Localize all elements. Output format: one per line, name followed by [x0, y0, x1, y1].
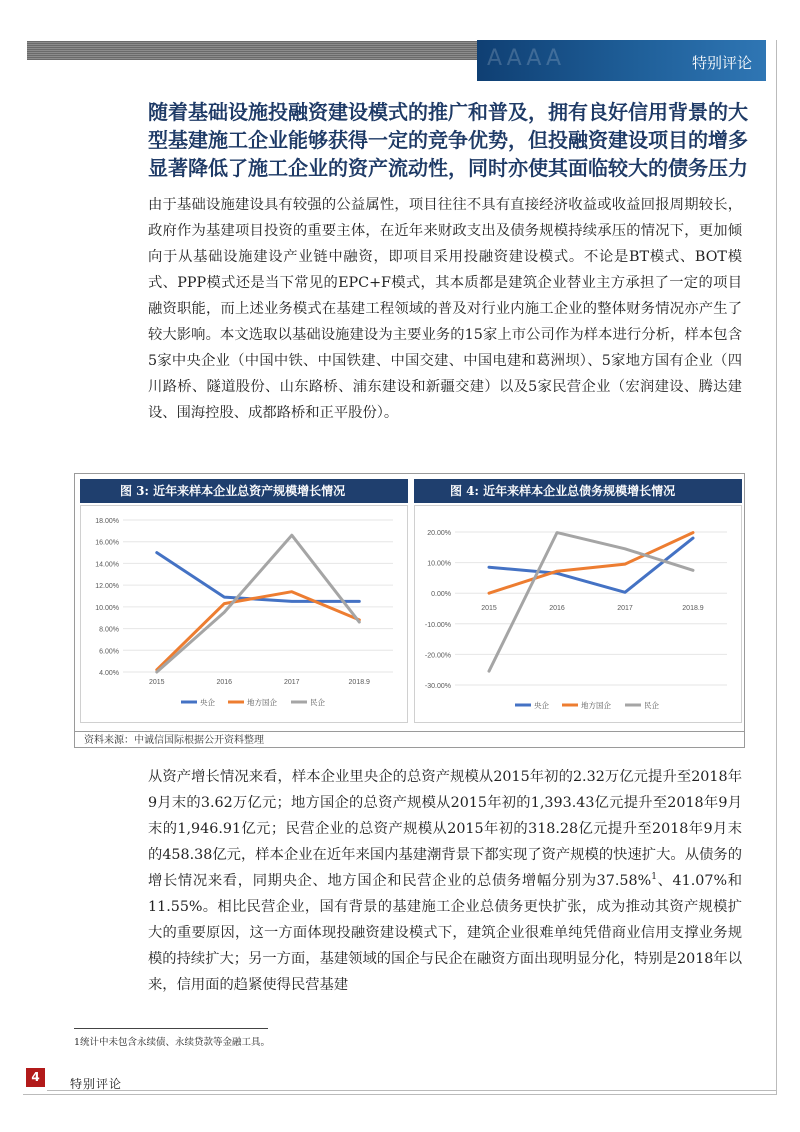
legend-label: 地方国企 [247, 698, 277, 707]
y-tick-label: 10.00% [427, 560, 451, 568]
header-decoration: AAAA [487, 46, 566, 71]
footnote-marker: 1 [651, 872, 657, 883]
legend-label: 民企 [310, 698, 325, 707]
footnote-rule [74, 1028, 268, 1029]
figure-4-title: 图 4: 近年来样本企业总债务规模增长情况 [414, 479, 742, 503]
header-stripe-bar [27, 41, 477, 60]
y-tick-label: 4.00% [99, 670, 119, 677]
figure-3-svg [81, 506, 407, 722]
paragraph-2-text-b: 、41.07%和11.55%。相比民营企业，国有背景的基建施工企业总债务更快扩张，成为推动其资产规模扩大的重要原因，这一方面体现投融资建设模式下，建筑企业很难单纯凭借商业信用支撑业务规模的持续扩大；另一方面，基建领域的国企与民企在融资方面出现明显分化，特别是2018年以来，信用面的趋紧使得民营基建 [148, 873, 743, 993]
series-line [157, 535, 359, 672]
x-tick-label: 2017 [283, 679, 300, 686]
series-line [489, 533, 693, 672]
section-headline: 随着基础设施投融资建设模式的推广和普及，拥有良好信用背景的大型基建施工企业能够获得一定的竞争优势，但投融资建设项目的增多显著降低了施工企业的资产流动性，同时亦使其面临较大的债务压力 [148, 100, 748, 180]
legend-label: 央企 [534, 701, 549, 710]
y-tick-label: 20.00% [427, 530, 451, 537]
y-tick-label: 6.00% [99, 648, 119, 656]
footer-rule [47, 1090, 777, 1091]
x-tick-label: 2015 [481, 605, 497, 612]
x-tick-label: 2018.9 [348, 679, 370, 686]
figure-source-note: 资料来源：中诚信国际根据公开资料整理 [74, 731, 745, 748]
y-tick-label: -10.00% [424, 621, 451, 629]
paragraph-2-text-a: 从资产增长情况来看，样本企业里央企的总资产规模从2015年初的2.32万亿元提升至2018年9月末的3.62万亿元；地方国企的总资产规模从2015年初的1,393.43亿元提升至2018年9月末的1,946.91亿元；民营企业的总资产规模从2015年初的318.28亿元提升至2018年9月末的458.38亿元，样本企业在近年来国内基建潮背景下都实现了资产规模的快速扩大。从债务的增长情况来看，同期央企、地方国企和民营企业的总债务增幅分别为37.58% [148, 769, 742, 889]
figure-4-svg [415, 506, 741, 722]
body-paragraph-2 [148, 764, 742, 998]
y-tick-label: 10.00% [95, 604, 119, 612]
x-tick-label: 2015 [148, 679, 165, 686]
series-line [157, 592, 359, 670]
y-tick-label: -20.00% [424, 652, 451, 660]
y-tick-label: 16.00% [95, 539, 119, 547]
y-tick-label: -30.00% [424, 683, 451, 690]
y-tick-label: 8.00% [99, 626, 119, 634]
legend-label: 央企 [200, 698, 215, 707]
x-tick-label: 2016 [549, 605, 565, 612]
y-tick-label: 18.00% [95, 518, 119, 525]
figure-3-chart [80, 505, 408, 723]
page-number-badge: 4 [26, 1068, 45, 1087]
y-tick-label: 0.00% [431, 591, 451, 599]
body-paragraph-1: 由于基础设施建设具有较强的公益属性，项目往往不具有直接经济收益或收益回报周期较长，政府作为基建项目投资的重要主体，在近年来财政支出及债务规模持续承压的情况下，更加倾向于从基础设施建设产业链中融资，即项目采用投融资建设模式。不论是BT模式、BOT模式、PPP模式还是当下常见的EPC+F模式，其本质都是建筑企业替业主方承担了一定的项目融资职能，而上述业务模式在基建工程领域的普及对行业内施工企业的整体财务情况亦产生了较大影响。本文选取以基础设施建设为主要业务的15家上市公司作为样本进行分析，样本包含5家中央企业（中国中铁、中国铁建、中国交建、中国电建和葛洲坝）、5家地方国有企业（四川路桥、隧道股份、山东路桥、浦东建设和新疆交建）以及5家民营企业（宏润建设、腾达建设、围海控股、成都路桥和正平股份）。 [148, 197, 742, 421]
x-tick-label: 2016 [216, 679, 233, 686]
header-section-label: 特别评论 [691, 54, 752, 72]
x-tick-label: 2018.9 [682, 605, 704, 612]
header-section-tab [477, 40, 766, 81]
figure-3-title: 图 3: 近年来样本企业总资产规模增长情况 [80, 479, 408, 503]
footnote-text: 1统计中未包含永续债、永续贷款等金融工具。 [74, 1037, 271, 1048]
legend-label: 地方国企 [581, 701, 611, 710]
y-tick-label: 12.00% [95, 583, 119, 591]
figure-4-chart [414, 505, 742, 723]
x-tick-label: 2017 [617, 605, 633, 612]
footer-section-label: 特别评论 [70, 1077, 123, 1091]
legend-label: 民企 [644, 701, 659, 710]
series-line [157, 553, 359, 602]
y-tick-label: 14.00% [95, 561, 119, 569]
